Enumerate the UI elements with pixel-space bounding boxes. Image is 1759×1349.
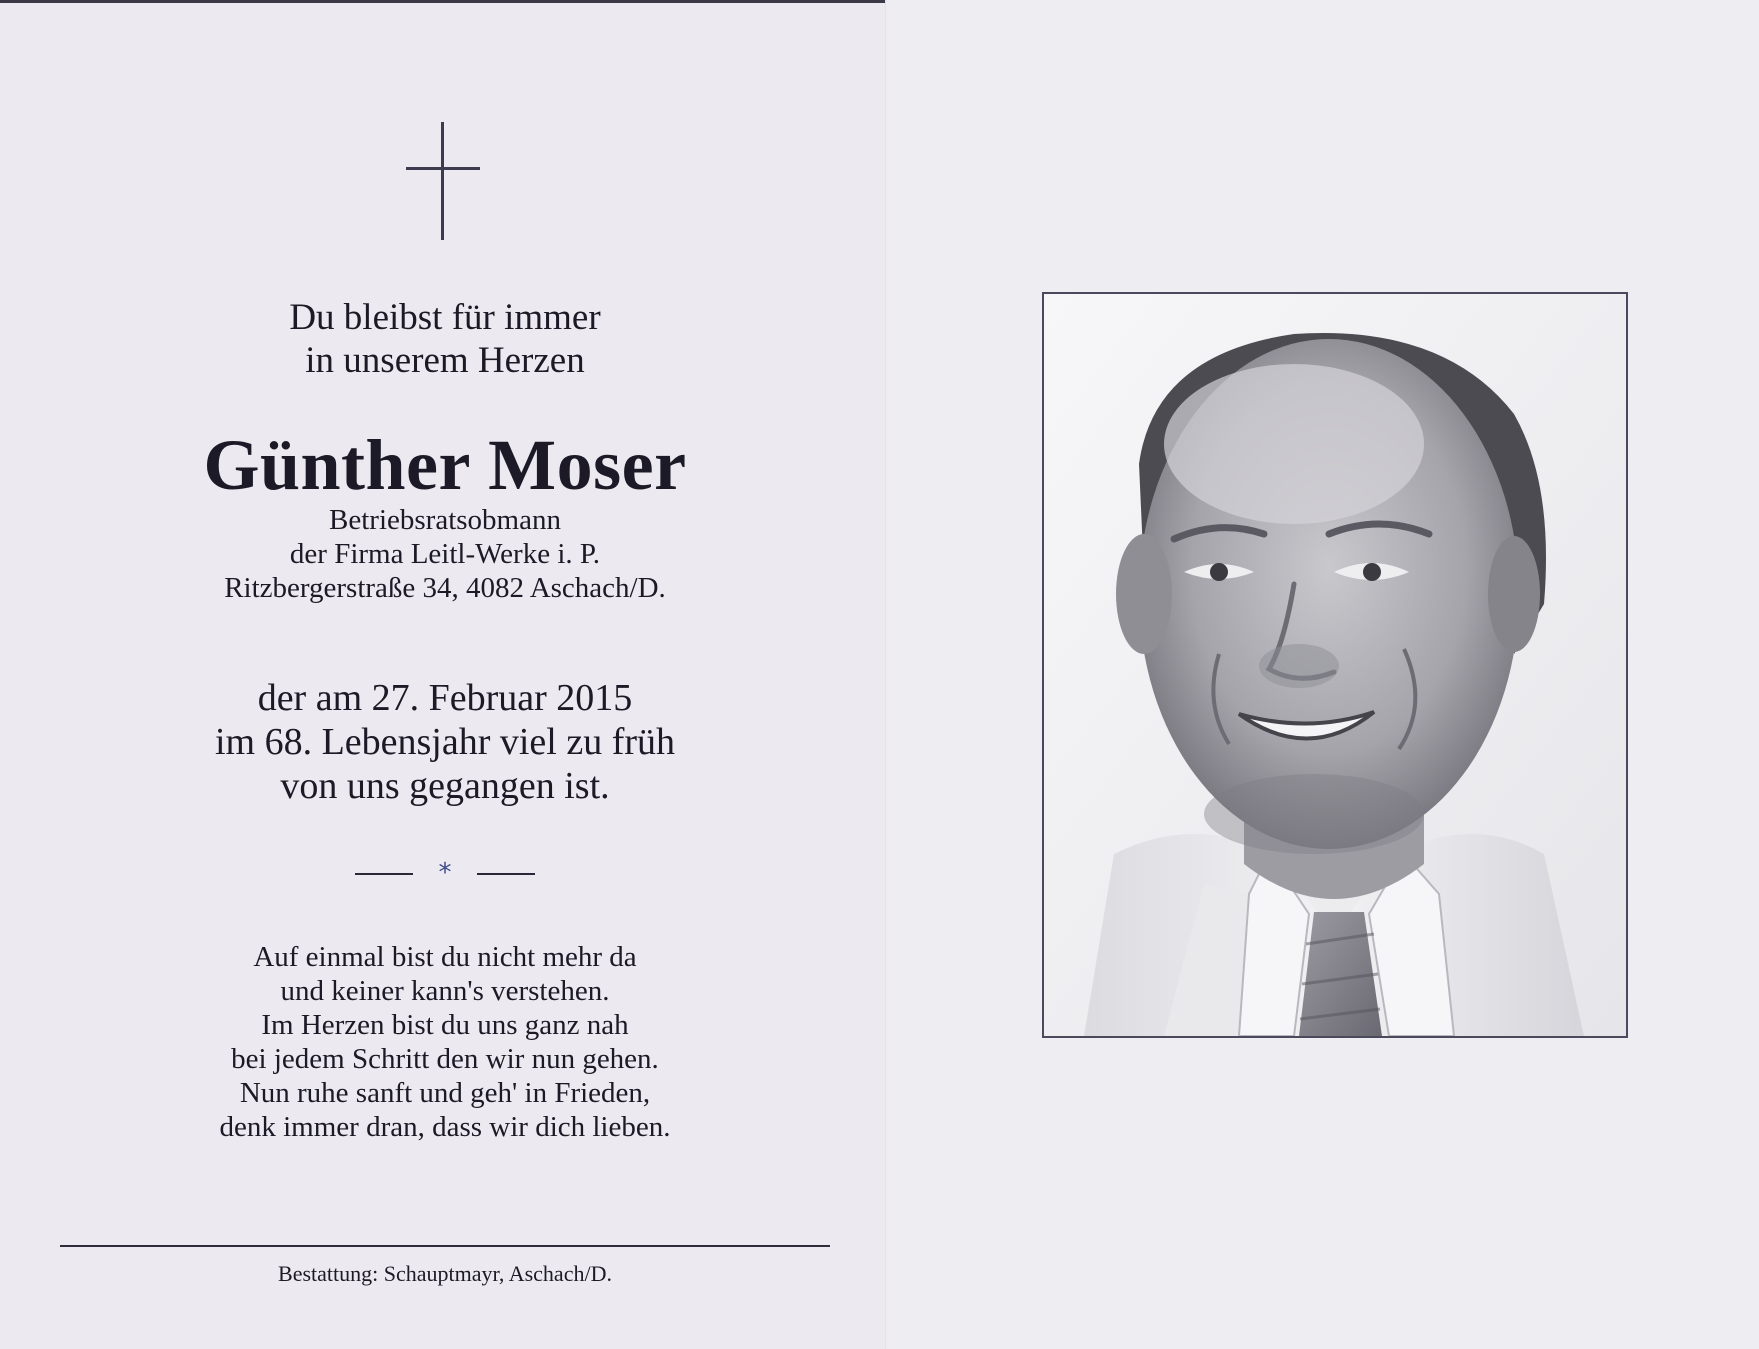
deceased-name-text: Günther Moser bbox=[203, 425, 687, 505]
portrait-illustration bbox=[1044, 294, 1626, 1036]
divider-dash-left bbox=[355, 873, 413, 875]
motto-line: Du bleibst für immer bbox=[289, 297, 601, 338]
address-line: Ritzbergerstraße 34, 4082 Aschach/D. bbox=[224, 572, 666, 604]
death-notice-line: von uns gegangen ist. bbox=[280, 765, 610, 807]
undertaker-credit: Bestattung: Schauptmayr, Aschach/D. bbox=[278, 1261, 612, 1286]
poem-line: Nun ruhe sanft und geh' in Frieden, bbox=[239, 1077, 651, 1109]
role-line: Betriebsratsobmann bbox=[329, 504, 561, 536]
poem-line: und keiner kann's verstehen. bbox=[280, 975, 610, 1007]
poem-line: denk immer dran, dass wir dich lieben. bbox=[219, 1111, 671, 1143]
portrait-photo bbox=[1042, 292, 1628, 1038]
cross-icon bbox=[406, 122, 480, 240]
poem-line: Auf einmal bist du nicht mehr da bbox=[253, 941, 637, 973]
death-notice-line: im 68. Lebensjahr viel zu früh bbox=[214, 721, 676, 763]
divider-dash-right bbox=[477, 873, 535, 875]
footer-rule bbox=[60, 1245, 830, 1247]
motto-line: in unserem Herzen bbox=[305, 340, 585, 381]
poem-line: bei jedem Schritt den wir nun gehen. bbox=[231, 1043, 659, 1075]
cross-vertical-bar bbox=[441, 122, 444, 240]
asterisk-icon: * bbox=[438, 858, 452, 888]
role-line: der Firma Leitl-Werke i. P. bbox=[289, 538, 601, 570]
ornamental-divider bbox=[355, 858, 535, 888]
poem bbox=[40, 940, 850, 1144]
poem-line: Im Herzen bist du uns ganz nah bbox=[261, 1009, 629, 1041]
death-notice-line: der am 27. Februar 2015 bbox=[257, 677, 633, 719]
deceased-name bbox=[40, 424, 850, 506]
cross-horizontal-bar bbox=[406, 167, 480, 170]
deceased-role bbox=[40, 503, 850, 605]
motto bbox=[40, 296, 850, 382]
death-notice bbox=[40, 676, 850, 808]
